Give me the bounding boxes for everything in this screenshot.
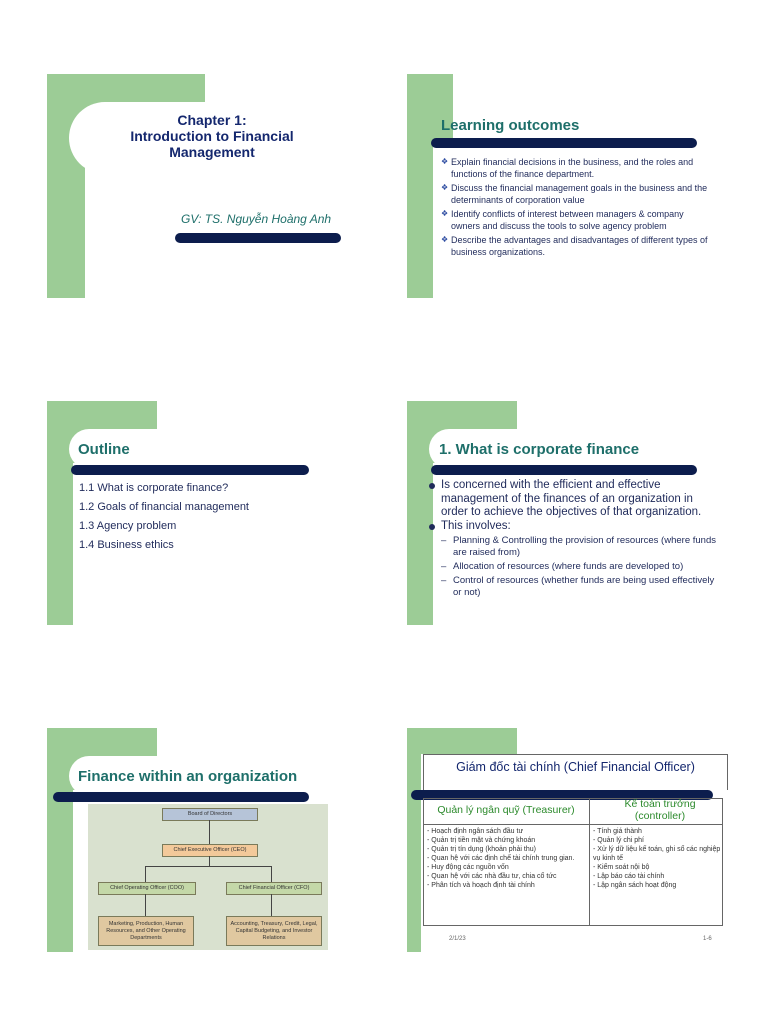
list-item: 1.1 What is corporate finance? bbox=[79, 482, 229, 494]
board-box: Board of Directors bbox=[162, 808, 258, 821]
green-side-bar bbox=[407, 74, 433, 298]
list-item: ❖ Identify conflicts of interest between managers & company owners and discuss the tools to solve agency problem bbox=[441, 209, 684, 231]
divider-pill bbox=[431, 465, 697, 475]
slide-title: Finance within an organization bbox=[78, 768, 298, 785]
coo-box: Chief Operating Officer (COO) bbox=[98, 882, 196, 895]
list-item: ❖ Describe the advantages and disadvantages of different types of business organizations. bbox=[441, 235, 708, 257]
sub-item: – Planning & Controlling the provision of resources (where funds are raised from) bbox=[441, 535, 716, 558]
slide-date: 2/1/23 bbox=[449, 936, 466, 942]
chapter-title: Chapter 1: Introduction to Financial Management bbox=[130, 112, 294, 160]
slide-2 bbox=[407, 74, 717, 298]
divider-pill bbox=[71, 465, 309, 475]
cfo-box: Chief Financial Officer (CFO) bbox=[226, 882, 322, 895]
cfo-departments-box: Accounting, Treasury, Credit, Legal, Capital Budgeting, and Investor Relations bbox=[226, 916, 322, 946]
controller-duties: - Tính giá thành - Quản lý chi phí - Xử lý dữ liệu kế toán, ghi sổ các nghiệp vụ kinh tế - Kiểm soát nội bộ - Lập báo cáo tài chính - Lập ngân sách hoạt động bbox=[593, 828, 721, 889]
sub-item: – Allocation of resources (where funds are developed to) bbox=[441, 561, 684, 572]
dot-bullet-icon bbox=[429, 524, 435, 530]
divider-pill bbox=[53, 792, 309, 802]
learning-outcomes-list bbox=[441, 156, 711, 260]
divider-pill bbox=[431, 138, 697, 148]
slide-5 bbox=[47, 728, 357, 952]
green-side-bar bbox=[47, 728, 73, 952]
treasurer-heading: Quản lý ngân quỹ (Treasurer) bbox=[437, 804, 575, 816]
corporate-finance-content bbox=[429, 479, 721, 599]
list-item: 1.4 Business ethics bbox=[79, 539, 174, 551]
slide-title: Learning outcomes bbox=[441, 117, 580, 134]
ceo-box: Chief Executive Officer (CEO) bbox=[162, 844, 258, 857]
diamond-bullet-icon: ❖ bbox=[441, 157, 449, 166]
org-chart bbox=[88, 804, 328, 950]
lecturer-name: GV: TS. Nguyễn Hoàng Anh bbox=[181, 212, 332, 226]
divider-pill bbox=[175, 233, 341, 243]
list-item: ❖ Explain financial decisions in the business, and the roles and functions of the finance department. bbox=[441, 157, 694, 179]
list-item: 1.2 Goals of financial management bbox=[79, 501, 249, 513]
bullet-item: Is concerned with the efficient and effective management of the finances of an organization in order to achieve the objectives of that organization. bbox=[429, 479, 721, 520]
cfo-header: Giám đốc tài chính (Chief Financial Officer) bbox=[423, 754, 728, 790]
green-side-bar bbox=[47, 401, 73, 625]
slide-1 bbox=[47, 74, 357, 298]
diamond-bullet-icon: ❖ bbox=[441, 209, 449, 218]
slide-number: 1-6 bbox=[703, 936, 712, 942]
slide-6 bbox=[407, 728, 721, 952]
diamond-bullet-icon: ❖ bbox=[441, 183, 449, 192]
diamond-bullet-icon: ❖ bbox=[441, 235, 449, 244]
slide-4 bbox=[407, 401, 717, 625]
bullet-item: This involves: bbox=[429, 520, 721, 534]
sub-item: – Control of resources (whether funds are being used effectively or not) bbox=[441, 575, 715, 598]
slide-3 bbox=[47, 401, 357, 625]
coo-departments-box: Marketing, Production, Human Resources, and Other Operating Departments bbox=[98, 916, 194, 946]
green-side-bar bbox=[47, 74, 85, 298]
dot-bullet-icon bbox=[429, 483, 435, 489]
treasurer-duties: - Hoạch định ngân sách đầu tư - Quản trị tiền mặt và chứng khoán - Quản trị tín dụng (khoản phải thu) - Quan hệ với các định chế tài chính trung gian. - Huy động các nguồn vốn - Quan hệ với các nhà đầu tư, chia cổ tức - Phân tích và hoạch định tài chính bbox=[427, 828, 575, 889]
slide-title: Outline bbox=[78, 441, 130, 458]
list-item: 1.3 Agency problem bbox=[79, 520, 177, 532]
list-item: ❖ Discuss the financial management goals in the business and the determinants of corporation value bbox=[441, 183, 708, 205]
outline-list bbox=[79, 479, 249, 555]
slide-title: 1. What is corporate finance bbox=[439, 441, 640, 458]
controller-heading: Kế toán trưởng (controller) bbox=[624, 798, 696, 822]
